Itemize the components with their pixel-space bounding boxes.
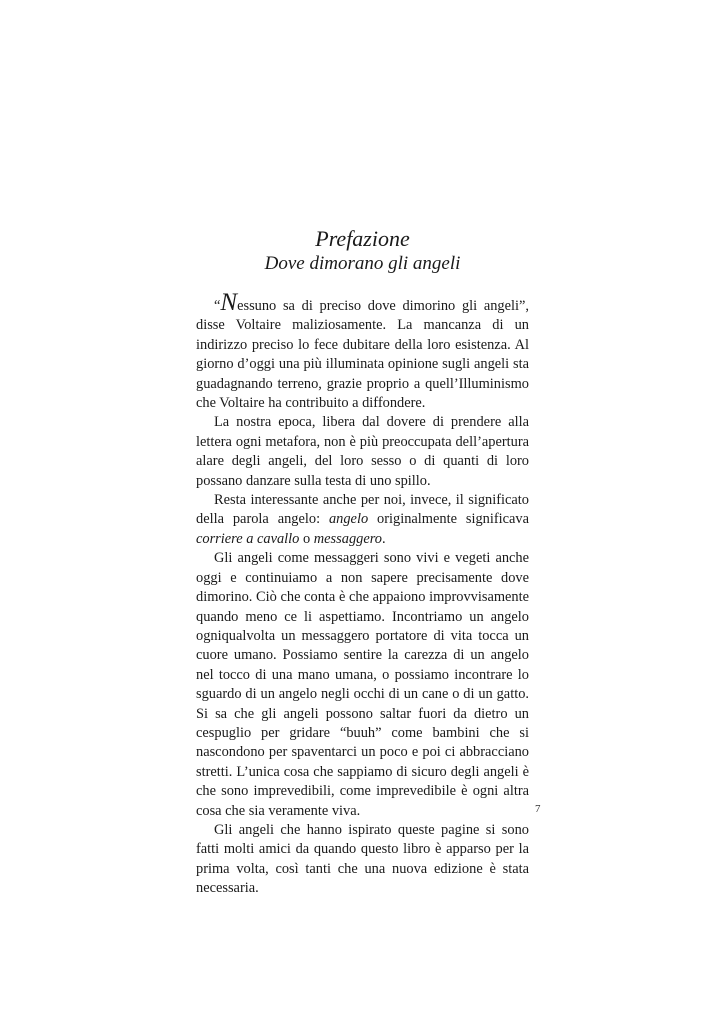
chapter-heading — [196, 226, 529, 276]
drop-cap: N — [220, 289, 238, 316]
emphasis-corriere: corriere a cavallo — [196, 530, 300, 547]
chapter-title: Prefazione — [315, 226, 410, 251]
paragraph-3-text-a: Resta interessante anche per noi, invece, il significato della parola angelo: — [196, 492, 529, 528]
paragraph-1 — [196, 289, 529, 413]
chapter-subtitle: Dove dimorano gli angeli — [264, 253, 461, 274]
opening-quote: “ — [214, 298, 221, 314]
page-number: 7 — [535, 803, 541, 815]
emphasis-messaggero: messaggero — [313, 530, 382, 547]
emphasis-angelo: angelo — [328, 511, 369, 528]
paragraph-4: Gli angeli come messaggeri sono vivi e vegeti anche oggi e continuiamo a non sapere precisamente dove dimorino. Ciò che conta è che appaiono improvvisamente quando meno ce li aspettiamo. Incontriamo un angelo ogniqualvolta un messaggero portatore di vita tocca un cuore umano. Possiamo sentire la carezza di un angelo nel tocco di una mano umana, o possiamo incontrare lo sguardo di un angelo negli occhi di un cane o di un gatto. Si sa che gli angeli possono saltar fuori da dietro un cespuglio per gridare “buuh” come bambini che si nascondono per spaventarci un poco e poi ci abbracciano stretti. L’unica cosa che sappiamo di sicuro degli angeli è che sono imprevedibili, come imprevedibile è ogni altra cosa che sia veramente viva. — [196, 550, 529, 819]
paragraph-3-text-c: o — [299, 530, 314, 547]
paragraph-3-text-d: . — [381, 530, 386, 547]
paragraph-3 — [196, 491, 529, 549]
paragraph-1-text: essuno sa di preciso dove dimorino gli angeli”, disse Voltaire maliziosamente. La mancanza di un indirizzo preciso lo fece dubitare della loro esistenza. Al giorno d’oggi una più illuminata opinione sugli angeli sta guadagnando terreno, grazie proprio a quell’Illuminismo che Voltaire ha contribuito a diffondere. — [196, 298, 529, 412]
paragraph-5: Gli angeli che hanno ispirato queste pagine si sono fatti molti amici da quando questo libro è apparso per la prima volta, così tanti che una nuova edizione è stata necessaria. — [196, 821, 529, 897]
paragraph-3-text-b: originalmente significava — [368, 511, 529, 528]
paragraph-2: La nostra epoca, libera dal dovere di prendere alla lettera ogni metafora, non è più preoccupata dell’apertura alare degli angeli, del loro sesso o di quanti di loro possano danzare sulla testa di uno spillo. — [196, 414, 529, 489]
body-text — [196, 289, 529, 899]
